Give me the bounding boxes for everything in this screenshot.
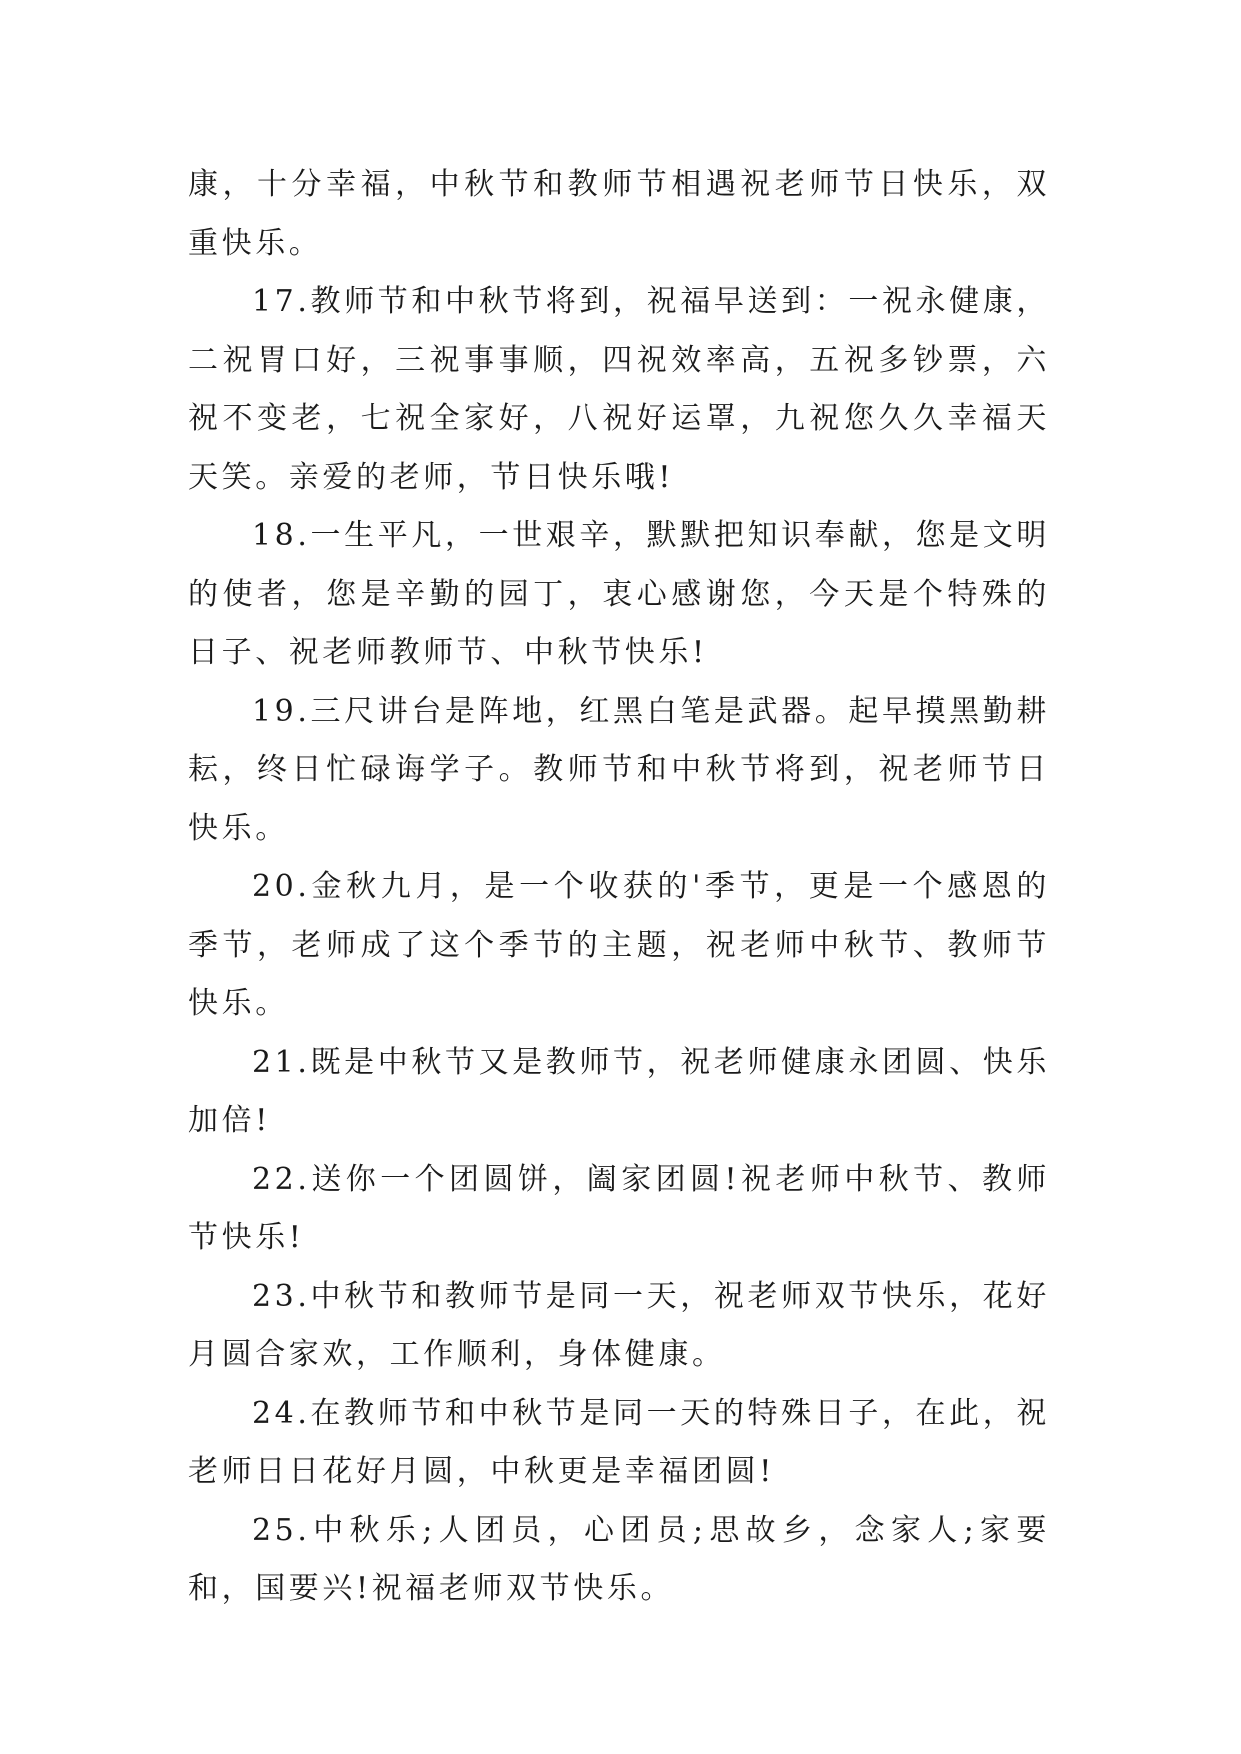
document-body [188,156,1050,1619]
paragraph-item-20: 20.金秋九月，是一个收获的'季节，更是一个感恩的季节，老师成了这个季节的主题，祝老师中秋节、教师节快乐。 [188,869,1050,1021]
paragraph-item-18: 18.一生平凡，一世艰辛，默默把知识奉献，您是文明的使者，您是辛勤的园丁，衷心感谢您，今天是个特殊的日子、祝老师教师节、中秋节快乐! [188,518,1050,670]
paragraph-item-25: 25.中秋乐;人团员，心团员;思故乡，念家人;家要和，国要兴!祝福老师双节快乐。 [188,1512,1050,1606]
paragraph-item-21: 21.既是中秋节又是教师节，祝老师健康永团圆、快乐加倍! [188,1044,1050,1138]
paragraph-continuation: 康，十分幸福，中秋节和教师节相遇祝老师节日快乐，双重快乐。 [188,167,1050,261]
paragraph-item-24: 24.在教师节和中秋节是同一天的特殊日子，在此，祝老师日日花好月圆，中秋更是幸福团圆! [188,1395,1050,1489]
paragraph-item-17: 17.教师节和中秋节将到，祝福早送到：一祝永健康，二祝胃口好，三祝事事顺，四祝效率高，五祝多钞票，六祝不变老，七祝全家好，八祝好运罩，九祝您久久幸福天天笑。亲爱的老师，节日快乐哦! [188,284,1050,495]
paragraph-item-19: 19.三尺讲台是阵地，红黑白笔是武器。起早摸黑勤耕耘，终日忙碌诲学子。教师节和中秋节将到，祝老师节日快乐。 [188,693,1050,846]
paragraph-item-23: 23.中秋节和教师节是同一天，祝老师双节快乐，花好月圆合家欢，工作顺利，身体健康。 [188,1278,1050,1372]
paragraph-item-22: 22.送你一个团圆饼，阖家团圆!祝老师中秋节、教师节快乐! [188,1161,1050,1255]
